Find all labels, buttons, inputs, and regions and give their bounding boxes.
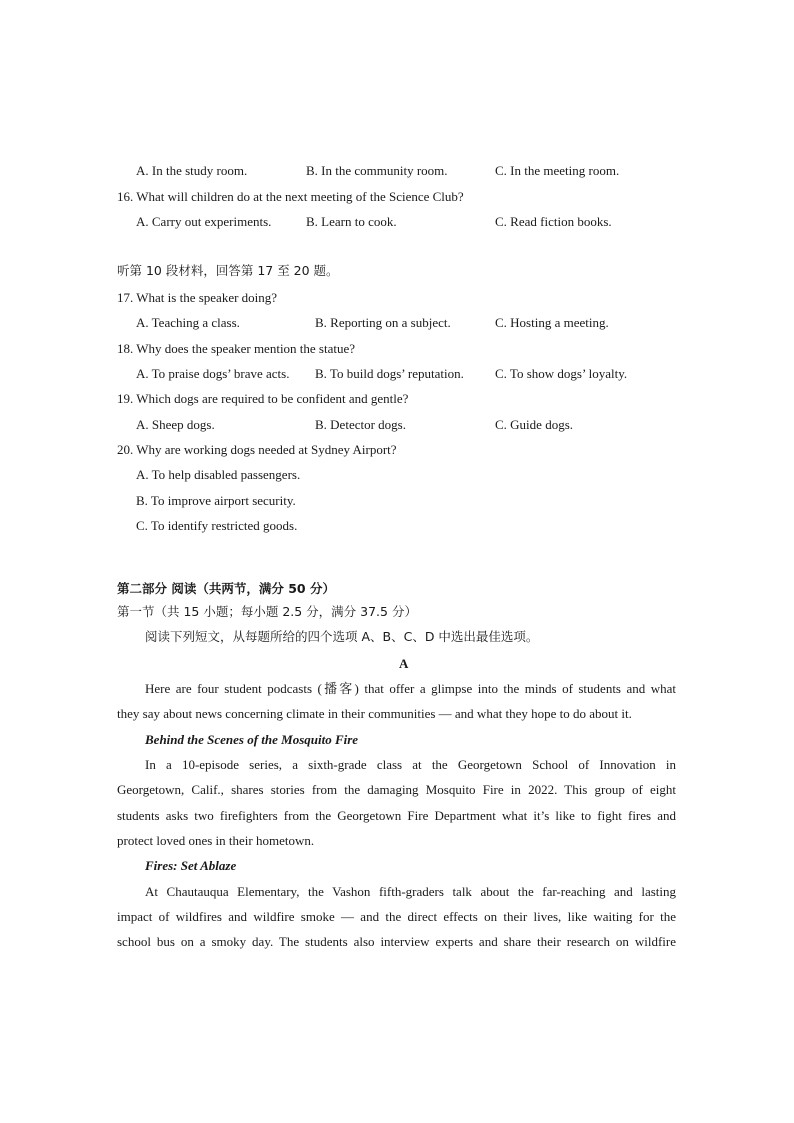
q20-option-b: B. To improve airport security. — [136, 493, 296, 508]
q20-option-a: A. To help disabled passengers. — [136, 467, 301, 482]
q16-option-c: C. Read fiction books. — [495, 214, 612, 229]
q17-option-a: A. Teaching a class. — [136, 315, 240, 330]
q17-stem: 17. What is the speaker doing? — [117, 290, 278, 305]
q15-option-c: C. In the meeting room. — [495, 163, 620, 178]
q16-option-b: B. Learn to cook. — [306, 214, 397, 229]
podcast2-line: At Chautauqua Elementary, the Vashon fifth-graders talk about the far-reaching and lasting — [145, 884, 676, 899]
q20-option-c: C. To identify restricted goods. — [136, 518, 298, 533]
podcast1-line: Georgetown, Calif., shares stories from the damaging Mosquito Fire in 2022. This group of eight — [117, 782, 676, 797]
q19-stem: 19. Which dogs are required to be confident and gentle? — [117, 391, 409, 406]
part2-section1-heading: 第一节（共 15 小题；每小题 2.5 分，满分 37.5 分） — [117, 604, 417, 619]
q15-option-a: A. In the study room. — [136, 163, 248, 178]
podcast2-line: school bus on a smoky day. The students also interview experts and share their research on wildfire — [117, 934, 676, 949]
q19-option-b: B. Detector dogs. — [315, 417, 406, 432]
q17-option-b: B. Reporting on a subject. — [315, 315, 451, 330]
q19-option-a: A. Sheep dogs. — [136, 417, 215, 432]
q18-stem: 18. Why does the speaker mention the statue? — [117, 341, 356, 356]
q18-option-b: B. To build dogs’ reputation. — [315, 366, 464, 381]
q19-option-c: C. Guide dogs. — [495, 417, 573, 432]
q17-option-c: C. Hosting a meeting. — [495, 315, 609, 330]
intro-line: Here are four student podcasts (播客) that offer a glimpse into the minds of students and what — [145, 681, 676, 696]
intro-line: they say about news concerning climate in their communities — and what they hope to do about it. — [117, 706, 632, 721]
q20-stem: 20. Why are working dogs needed at Sydney Airport? — [117, 442, 397, 457]
q16-option-a: A. Carry out experiments. — [136, 214, 272, 229]
passage-letter: A — [399, 656, 409, 671]
part2-instruction: 阅读下列短文，从每题所给的四个选项 A、B、C、D 中选出最佳选项。 — [145, 629, 539, 644]
podcast2-line: impact of wildfires and wildfire smoke — and the direct effects on their lives, like waiting for the — [117, 909, 676, 924]
q15-option-b: B. In the community room. — [306, 163, 448, 178]
podcast1-line: students asks two firefighters from the Georgetown Fire Department what it’s like to fight fires and — [117, 808, 676, 823]
q16-stem: 16. What will children do at the next meeting of the Science Club? — [117, 189, 464, 204]
part2-heading: 第二部分 阅读（共两节，满分 50 分） — [117, 581, 335, 596]
listening-section-10-instruction: 听第 10 段材料，回答第 17 至 20 题。 — [117, 263, 339, 278]
podcast1-line: protect loved ones in their hometown. — [117, 833, 315, 848]
podcast1-line: In a 10-episode series, a sixth-grade class at the Georgetown School of Innovation in — [145, 757, 676, 772]
podcast-title: Behind the Scenes of the Mosquito Fire — [145, 732, 359, 747]
podcast-title: Fires: Set Ablaze — [145, 858, 237, 873]
q18-option-a: A. To praise dogs’ brave acts. — [136, 366, 290, 381]
q18-option-c: C. To show dogs’ loyalty. — [495, 366, 628, 381]
